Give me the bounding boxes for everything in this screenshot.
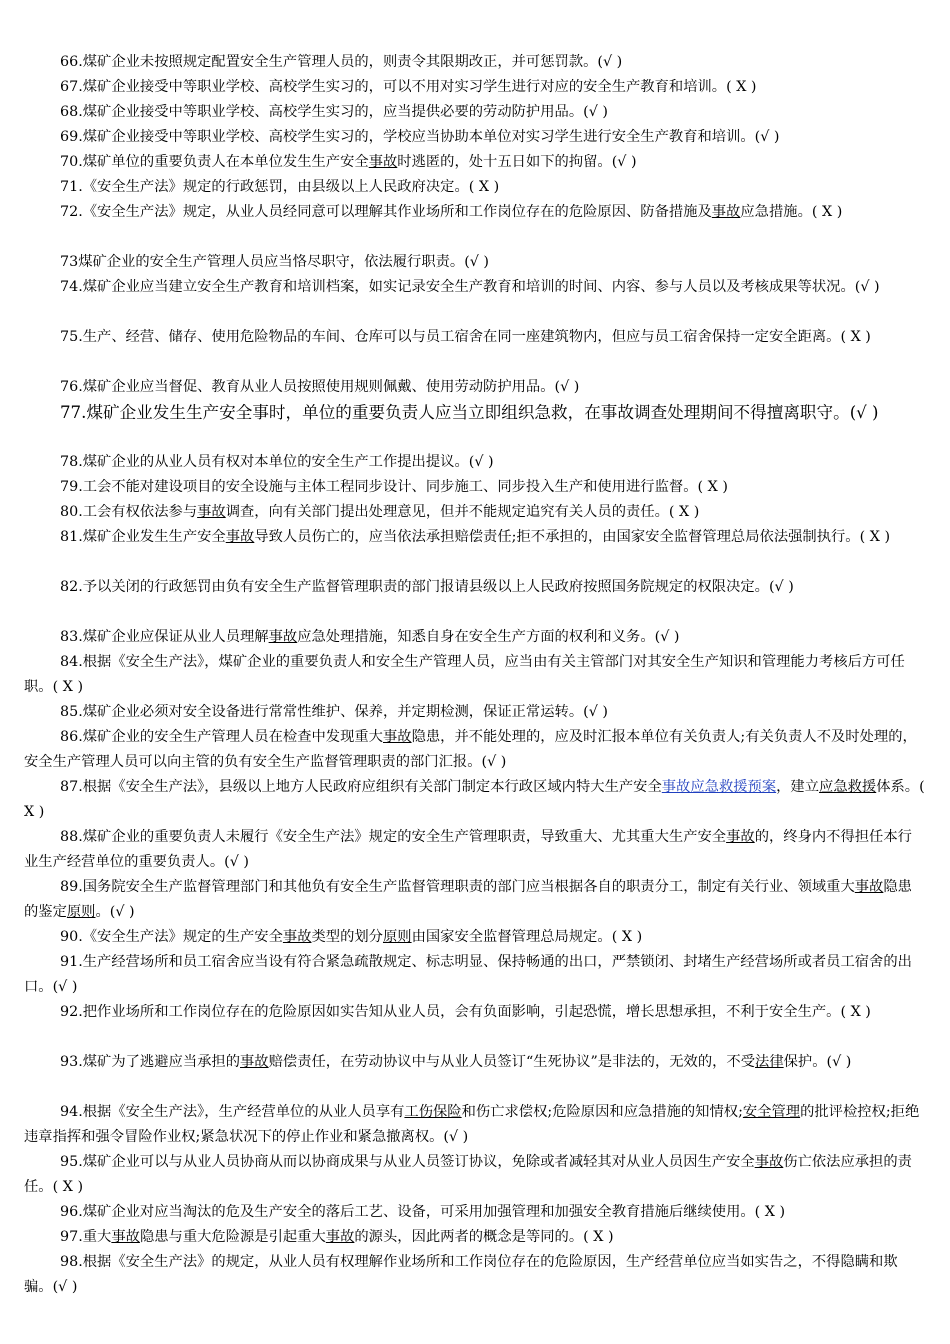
question-item [24, 575, 926, 600]
question-item [24, 775, 926, 825]
question-text: 71.《安全生产法》规定的行政惩罚，由县级以上人民政府决定。( X ) [60, 179, 500, 195]
question-item [24, 700, 926, 725]
underlined-term: 事故 [382, 729, 412, 745]
question-item [24, 1225, 926, 1250]
question-text: 84.根据《安全生产法》，煤矿企业的重要负责人和安全生产管理人员，应当由有关主管部门对其安全生产知识和管理能力考核后方可任职。( X ) [24, 654, 905, 695]
question-text: 66.煤矿企业未按照规定配置安全生产管理人员的，则责令其限期改正，并可惩罚款。(√ ) [60, 54, 623, 70]
question-text: 78.煤矿企业的从业人员有权对本单位的安全生产工作提出提议。(√ ) [60, 454, 494, 470]
question-text: 97.重大 [60, 1229, 112, 1245]
question-item [24, 125, 926, 150]
question-text: 68.煤矿企业接受中等职业学校、高校学生实习的，应当提供必要的劳动防护用品。(√ ) [60, 104, 608, 120]
underlined-term: 事故 [754, 1154, 784, 1170]
question-item [24, 925, 926, 950]
question-text: 79.工会不能对建设项目的安全设施与主体工程同步设计、同步施工、同步投入生产和使用进行监督。( X ) [60, 479, 728, 495]
question-text: 77.煤矿企业发生生产安全事时，单位的重要负责人应当立即组织急救，在事故调查处理期间不得擅离职守。(√ ) [60, 403, 879, 422]
question-item [24, 1150, 926, 1200]
question-text: 应急措施。( X ) [740, 204, 843, 220]
question-item [24, 100, 926, 125]
underlined-term: 事故 [240, 1054, 269, 1070]
question-text: 96.煤矿企业对应当淘汰的危及生产安全的落后工艺、设备，可采用加强管理和加强安全教育措施后继续使用。( X ) [60, 1204, 786, 1220]
question-text: 88.煤矿企业的重要负责人未履行《安全生产法》规定的安全生产管理职责，导致重大、尤其重大生产安全 [60, 829, 727, 845]
underlined-term: 事故 [197, 504, 226, 520]
question-text: 86.煤矿企业的安全生产管理人员在检查中发现重大 [60, 729, 383, 745]
question-text: 和伤亡求偿权;危险原因和应急措施的知情权; [461, 1104, 743, 1120]
question-item [24, 50, 926, 75]
underlined-term: 事故 [325, 1229, 355, 1245]
question-text: 85.煤矿企业必须对安全设备进行常常性维护、保养，并定期检测，保证正常运转。(√ ) [60, 704, 608, 720]
underlined-term: 事故 [368, 154, 398, 170]
question-text: 隐患与重大危险源是引起重大 [139, 1229, 326, 1245]
question-text: 的源头，因此两者的概念是等同的。( X ) [354, 1229, 614, 1245]
question-text: 87.根据《安全生产法》，县级以上地方人民政府应组织有关部门制定本行政区域内特大生产安全 [60, 779, 662, 795]
question-text: 75.生产、经营、储存、使用危险物品的车间、仓库可以与员工宿舍在同一座建筑物内，但应与员工宿舍保持一定安全距离。( X ) [60, 329, 871, 345]
question-text: 76.煤矿企业应当督促、教育从业人员按照使用规则佩戴、使用劳动防护用品。(√ ) [60, 379, 580, 395]
question-text: 92.把作业场所和工作岗位存在的危险原因如实告知从业人员，会有负面影响，引起恐慌，增长思想承担，不利于安全生产。( X ) [60, 1004, 871, 1020]
question-text: 隐患的鉴定 [24, 879, 912, 920]
question-text: 83.煤矿企业应保证从业人员理解 [60, 629, 269, 645]
question-text: 98.根据《安全生产法》的规定，从业人员有权理解作业场所和工作岗位存在的危险原因，生产经营单位应当如实告之，不得隐瞒和欺骗。(√ ) [24, 1254, 898, 1295]
question-item [24, 825, 926, 875]
question-text: 导致人员伤亡的，应当依法承担赔偿责任;拒不承担的，由国家安全监督管理总局依法强制执行。( X ) [254, 529, 891, 545]
question-item [24, 175, 926, 200]
question-text: 应急处理措施，知悉自身在安全生产方面的权利和义务。(√ ) [297, 629, 680, 645]
question-item [24, 1100, 926, 1150]
question-item [24, 1000, 926, 1025]
question-item [24, 325, 926, 350]
question-item [24, 1200, 926, 1225]
question-text: 73煤矿企业的安全生产管理人员应当恪尽职守，依法履行职责。(√ ) [60, 254, 490, 270]
question-text: 82.予以关闭的行政惩罚由负有安全生产监督管理职责的部门报请县级以上人民政府按照国务院规定的权限决定。(√ ) [60, 579, 794, 595]
question-text: 70.煤矿单位的重要负责人在本单位发生生产安全 [60, 154, 369, 170]
question-text: 调查，向有关部门提出处理意见，但并不能规定追究有关人员的责任。( X ) [225, 504, 700, 520]
question-text: 67.煤矿企业接受中等职业学校、高校学生实习的，可以不用对实习学生进行对应的安全生产教育和培训。( X ) [60, 79, 757, 95]
question-item [24, 525, 926, 550]
underlined-term: 事故 [282, 929, 312, 945]
question-item [24, 650, 926, 700]
question-text: 保护。(√ ) [783, 1054, 852, 1070]
question-text: 80.工会有权依法参与 [60, 504, 198, 520]
underlined-term: 事故 [854, 879, 884, 895]
question-text: 93.煤矿为了逃避应当承担的 [60, 1054, 241, 1070]
question-text: 的，终身内不得担任本行业生产经营单位的重要负责人。(√ ) [24, 829, 912, 870]
question-item [24, 725, 926, 775]
question-text: 94.根据《安全生产法》，生产经营单位的从业人员享有 [60, 1104, 405, 1120]
question-item [24, 950, 926, 1000]
question-text: 类型的划分 [311, 929, 383, 945]
question-text: ，建立 [776, 779, 820, 795]
hyperlink-text[interactable]: 事故应急救援预案 [661, 779, 777, 795]
underlined-term: 应急救援 [819, 779, 877, 795]
underlined-term: 事故 [111, 1229, 140, 1245]
question-item [24, 1050, 926, 1075]
question-item [24, 450, 926, 475]
underlined-term: 事故 [726, 829, 755, 845]
question-item [24, 275, 926, 300]
underlined-term: 安全管理 [742, 1104, 801, 1120]
question-text: 95.煤矿企业可以与从业人员协商从而以协商成果与从业人员签订协议，免除或者减轻其对从业人员因生产安全 [60, 1154, 755, 1170]
question-text: 时逃匿的，处十五日如下的拘留。(√ ) [397, 154, 637, 170]
question-text: 隐患，并不能处理的，应及时汇报本单位有关负责人;有关负责人不及时处理的，安全生产管理人员可以向主管的负有安全生产监督管理职责的部门汇报。(√ ) [24, 729, 917, 770]
question-text: 69.煤矿企业接受中等职业学校、高校学生实习的，学校应当协助本单位对实习学生进行安全生产教育和培训。(√ ) [60, 129, 780, 145]
question-item [24, 400, 926, 425]
question-item [24, 250, 926, 275]
underlined-term: 事故 [225, 529, 255, 545]
question-text: 体系。( X ) [24, 779, 925, 820]
question-item [24, 500, 926, 525]
question-item [24, 475, 926, 500]
question-text: 72.《安全生产法》规定，从业人员经同意可以理解其作业场所和工作岗位存在的危险原因、防备措施及 [60, 204, 712, 220]
question-text: 74.煤矿企业应当建立安全生产教育和培训档案，如实记录安全生产教育和培训的时间、内容、参与人员以及考核成果等状况。(√ ) [60, 279, 880, 295]
underlined-term: 法律 [755, 1054, 784, 1070]
question-text: 赔偿责任，在劳动协议中与从业人员签订“生死协议”是非法的，无效的，不受 [268, 1054, 756, 1070]
question-text: 由国家安全监督管理总局规定。( X ) [411, 929, 643, 945]
question-item [24, 375, 926, 400]
underlined-term: 工伤保险 [404, 1104, 462, 1120]
question-item [24, 625, 926, 650]
question-text: 81.煤矿企业发生生产安全 [60, 529, 226, 545]
question-item [24, 200, 926, 225]
question-text: 的批评检控权;拒绝违章指挥和强令冒险作业权;紧急状况下的停止作业和紧急撤离权。(√ ) [24, 1104, 920, 1145]
question-item [24, 875, 926, 925]
underlined-term: 事故 [711, 204, 741, 220]
question-text: 91.生产经营场所和员工宿舍应当设有符合紧急疏散规定、标志明显、保持畅通的出口，严禁锁闭、封堵生产经营场所或者员工宿舍的出口。(√ ) [24, 954, 912, 995]
underlined-term: 原则 [382, 929, 412, 945]
question-text: 90.《安全生产法》规定的生产安全 [60, 929, 283, 945]
underlined-term: 原则 [66, 904, 96, 920]
question-item [24, 150, 926, 175]
question-item [24, 75, 926, 100]
question-item [24, 1250, 926, 1300]
question-text: 。(√ ) [95, 904, 135, 920]
underlined-term: 事故 [268, 629, 298, 645]
question-text: 89.国务院安全生产监督管理部门和其他负有安全生产监督管理职责的部门应当根据各自的职责分工，制定有关行业、领域重大 [60, 879, 855, 895]
question-text: 伤亡依法应承担的责任。( X ) [24, 1154, 912, 1195]
